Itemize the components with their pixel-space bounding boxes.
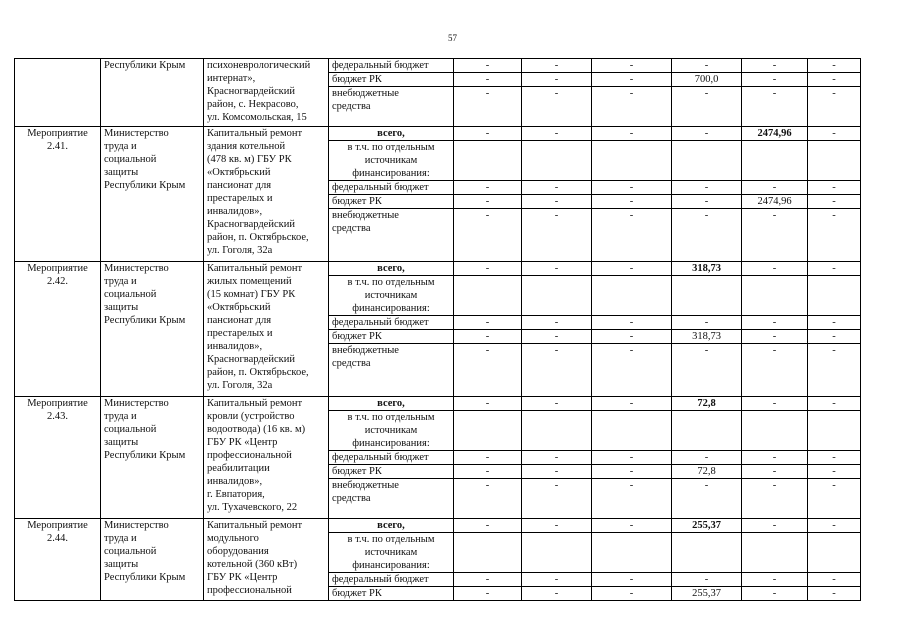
amount-cell: - (454, 209, 522, 262)
description-cell: Капитальный ремонт кровли (устройство водоотвода) (16 кв. м) ГБУ РК «Центр профессиональной реабилитации инвалидов», г. Евпатория, ул. Тухачевского, 22 (204, 397, 329, 519)
funding-source-cell: бюджет РК (329, 73, 454, 87)
amount-cell: 255,37 (672, 519, 742, 533)
amount-cell (742, 276, 808, 316)
amount-cell: - (592, 87, 672, 127)
funding-source-cell: бюджет РК (329, 330, 454, 344)
amount-cell: - (808, 573, 861, 587)
amount-cell: - (592, 316, 672, 330)
amount-cell: - (672, 344, 742, 397)
funding-source-cell: всего, (329, 127, 454, 141)
funding-source-cell: в т.ч. по отдельным источникам финансирования: (329, 141, 454, 181)
amount-cell: - (522, 451, 592, 465)
funding-source-cell: всего, (329, 262, 454, 276)
amount-cell: - (454, 87, 522, 127)
amount-cell: - (592, 73, 672, 87)
amount-cell: - (454, 262, 522, 276)
amount-cell (672, 533, 742, 573)
amount-cell: - (742, 59, 808, 73)
amount-cell: - (592, 209, 672, 262)
amount-cell: - (522, 316, 592, 330)
amount-cell (592, 411, 672, 451)
amount-cell: - (808, 127, 861, 141)
amount-cell: - (522, 195, 592, 209)
table-row (15, 519, 861, 533)
amount-cell: - (522, 587, 592, 601)
funding-source-cell: всего, (329, 397, 454, 411)
amount-cell (742, 533, 808, 573)
amount-cell: - (742, 73, 808, 87)
amount-cell: - (742, 397, 808, 411)
amount-cell (808, 276, 861, 316)
amount-cell: - (672, 181, 742, 195)
amount-cell: - (742, 479, 808, 519)
funding-source-cell: внебюджетные средства (329, 209, 454, 262)
funding-source-cell: федеральный бюджет (329, 59, 454, 73)
amount-cell (522, 411, 592, 451)
amount-cell: - (808, 451, 861, 465)
amount-cell: - (672, 209, 742, 262)
amount-cell (454, 276, 522, 316)
amount-cell: - (522, 87, 592, 127)
amount-cell: - (522, 330, 592, 344)
amount-cell: - (808, 195, 861, 209)
amount-cell: - (454, 479, 522, 519)
amount-cell: - (522, 181, 592, 195)
amount-cell: - (808, 59, 861, 73)
funding-source-cell: внебюджетные средства (329, 87, 454, 127)
amount-cell: - (808, 262, 861, 276)
amount-cell: - (522, 209, 592, 262)
amount-cell: 700,0 (672, 73, 742, 87)
amount-cell: - (522, 479, 592, 519)
table-row (15, 262, 861, 276)
amount-cell: - (592, 262, 672, 276)
amount-cell: - (672, 195, 742, 209)
amount-cell: - (672, 451, 742, 465)
amount-cell: - (672, 127, 742, 141)
amount-cell: - (454, 573, 522, 587)
amount-cell (808, 141, 861, 181)
amount-cell: - (592, 344, 672, 397)
amount-cell: 318,73 (672, 262, 742, 276)
amount-cell: - (454, 465, 522, 479)
amount-cell: - (592, 127, 672, 141)
amount-cell: - (454, 127, 522, 141)
amount-cell: - (672, 479, 742, 519)
amount-cell (522, 276, 592, 316)
amount-cell: - (592, 195, 672, 209)
amount-cell: - (808, 316, 861, 330)
amount-cell: - (522, 127, 592, 141)
amount-cell: - (742, 209, 808, 262)
amount-cell: - (672, 59, 742, 73)
amount-cell: - (592, 479, 672, 519)
amount-cell: 72,8 (672, 397, 742, 411)
table-row (15, 397, 861, 411)
description-cell: Капитальный ремонт модульного оборудования котельной (360 кВт) ГБУ РК «Центр профессиональной (204, 519, 329, 601)
amount-cell: - (592, 587, 672, 601)
funding-source-cell: федеральный бюджет (329, 451, 454, 465)
event-cell: Мероприятие 2.43. (15, 397, 101, 519)
amount-cell: - (808, 87, 861, 127)
amount-cell: - (592, 397, 672, 411)
funding-source-cell: в т.ч. по отдельным источникам финансирования: (329, 411, 454, 451)
executor-cell: Министерство труда и социальной защиты Республики Крым (101, 397, 204, 519)
amount-cell (592, 276, 672, 316)
amount-cell: - (592, 573, 672, 587)
amount-cell: - (808, 587, 861, 601)
page-number: 57 (448, 33, 457, 43)
amount-cell: - (454, 587, 522, 601)
event-cell (15, 59, 101, 127)
amount-cell: - (592, 59, 672, 73)
amount-cell: - (522, 397, 592, 411)
funding-source-cell: федеральный бюджет (329, 316, 454, 330)
amount-cell: - (522, 519, 592, 533)
amount-cell: - (672, 573, 742, 587)
amount-cell (522, 533, 592, 573)
amount-cell: - (808, 181, 861, 195)
amount-cell: - (808, 344, 861, 397)
amount-cell: - (808, 397, 861, 411)
amount-cell (742, 411, 808, 451)
amount-cell: - (742, 573, 808, 587)
amount-cell (592, 141, 672, 181)
amount-cell (454, 411, 522, 451)
amount-cell: - (592, 181, 672, 195)
amount-cell: 2474,96 (742, 195, 808, 209)
amount-cell: - (522, 344, 592, 397)
amount-cell: 318,73 (672, 330, 742, 344)
amount-cell: - (808, 479, 861, 519)
amount-cell: 255,37 (672, 587, 742, 601)
executor-cell: Министерство труда и социальной защиты Республики Крым (101, 519, 204, 601)
event-cell: Мероприятие 2.42. (15, 262, 101, 397)
executor-cell: Республики Крым (101, 59, 204, 127)
amount-cell: - (672, 87, 742, 127)
funding-source-cell: бюджет РК (329, 465, 454, 479)
funding-source-cell: в т.ч. по отдельным источникам финансирования: (329, 533, 454, 573)
amount-cell: 72,8 (672, 465, 742, 479)
executor-cell: Министерство труда и социальной защиты Республики Крым (101, 262, 204, 397)
description-cell: Капитальный ремонт здания котельной (478 кв. м) ГБУ РК «Октябрьский пансионат для престарелых и инвалидов», Красногвардейский район, п. Октябрьское, ул. Гоголя, 32а (204, 127, 329, 262)
amount-cell: - (592, 465, 672, 479)
amount-cell: - (742, 262, 808, 276)
amount-cell (672, 276, 742, 316)
amount-cell: - (454, 316, 522, 330)
amount-cell: - (808, 330, 861, 344)
amount-cell (454, 141, 522, 181)
amount-cell (742, 141, 808, 181)
event-cell: Мероприятие 2.41. (15, 127, 101, 262)
amount-cell: - (808, 465, 861, 479)
amount-cell (808, 533, 861, 573)
amount-cell: - (742, 344, 808, 397)
amount-cell: - (808, 519, 861, 533)
amount-cell (808, 411, 861, 451)
amount-cell: - (742, 465, 808, 479)
amount-cell: - (742, 587, 808, 601)
amount-cell: - (592, 519, 672, 533)
description-cell: Капитальный ремонт жилых помещений (15 комнат) ГБУ РК «Октябрьский пансионат для престарелых и инвалидов», Красногвардейский район, п. Октябрьское, ул. Гоголя, 32а (204, 262, 329, 397)
table-row (15, 59, 861, 73)
amount-cell: - (808, 73, 861, 87)
amount-cell: - (522, 465, 592, 479)
amount-cell: - (672, 316, 742, 330)
amount-cell: - (742, 316, 808, 330)
table-row (15, 127, 861, 141)
amount-cell: - (454, 451, 522, 465)
amount-cell: - (454, 195, 522, 209)
amount-cell: - (454, 330, 522, 344)
description-cell: психоневрологический интернат», Красногвардейский район, с. Некрасово, ул. Комсомольская, 15 (204, 59, 329, 127)
funding-source-cell: внебюджетные средства (329, 344, 454, 397)
amount-cell (522, 141, 592, 181)
amount-cell: - (742, 181, 808, 195)
amount-cell: - (454, 181, 522, 195)
amount-cell: - (454, 397, 522, 411)
amount-cell: 2474,96 (742, 127, 808, 141)
amount-cell: - (522, 59, 592, 73)
funding-source-cell: федеральный бюджет (329, 573, 454, 587)
amount-cell: - (522, 262, 592, 276)
funding-source-cell: бюджет РК (329, 587, 454, 601)
funding-source-cell: в т.ч. по отдельным источникам финансирования: (329, 276, 454, 316)
amount-cell: - (592, 451, 672, 465)
event-cell: Мероприятие 2.44. (15, 519, 101, 601)
funding-source-cell: всего, (329, 519, 454, 533)
executor-cell: Министерство труда и социальной защиты Республики Крым (101, 127, 204, 262)
amount-cell: - (742, 451, 808, 465)
amount-cell: - (454, 59, 522, 73)
amount-cell: - (522, 73, 592, 87)
amount-cell: - (522, 573, 592, 587)
amount-cell (592, 533, 672, 573)
amount-cell: - (592, 330, 672, 344)
amount-cell (672, 141, 742, 181)
funding-source-cell: федеральный бюджет (329, 181, 454, 195)
amount-cell: - (808, 209, 861, 262)
amount-cell: - (742, 519, 808, 533)
amount-cell (454, 533, 522, 573)
amount-cell (672, 411, 742, 451)
financing-table (14, 58, 861, 601)
amount-cell: - (454, 519, 522, 533)
amount-cell: - (742, 87, 808, 127)
amount-cell: - (454, 73, 522, 87)
amount-cell: - (742, 330, 808, 344)
funding-source-cell: бюджет РК (329, 195, 454, 209)
funding-source-cell: внебюджетные средства (329, 479, 454, 519)
amount-cell: - (454, 344, 522, 397)
